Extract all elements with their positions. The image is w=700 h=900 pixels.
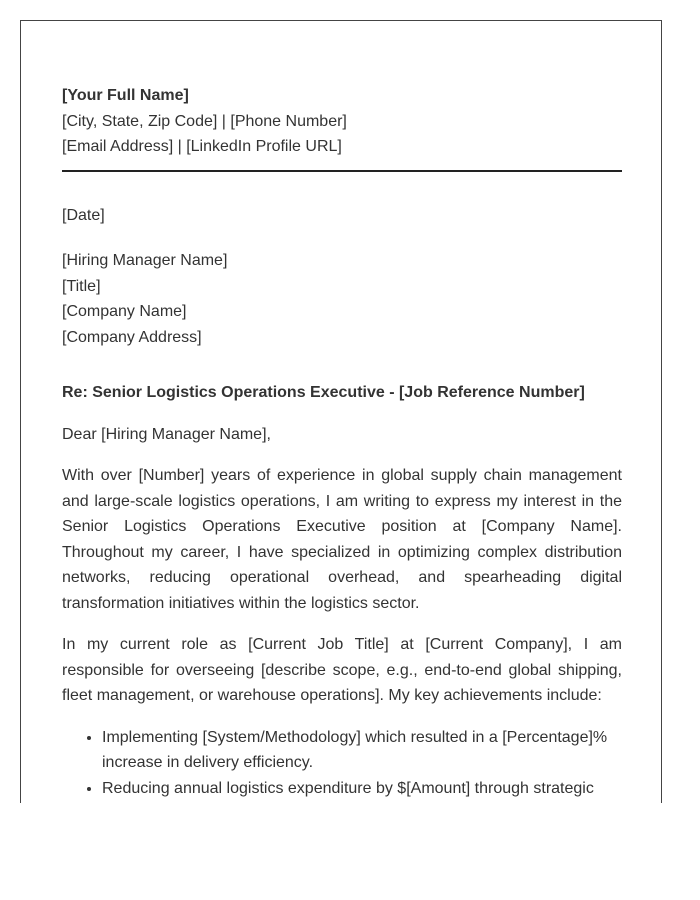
sender-name: [Your Full Name] bbox=[62, 87, 189, 104]
body-paragraph-intro: With over [Number] years of experience in global supply chain management and large-scale logistics operations, I am writing to express my interest in the Senior Logistics Operations Executive position at [Company Name]. Throughout my career, I have specialized in optimizing complex distribution networks, reducing operational overhead, and spearheading digital transformation initiatives within the logistics sector. bbox=[62, 467, 622, 612]
recipient-company: [Company Name] bbox=[62, 303, 187, 320]
recipient-address: [Company Address] bbox=[62, 328, 202, 346]
letter-content bbox=[62, 83, 622, 801]
recipient-manager: [Hiring Manager Name] bbox=[62, 252, 228, 269]
letter-date: [Date] bbox=[62, 206, 105, 224]
header-divider bbox=[62, 170, 622, 172]
achievements-list bbox=[62, 725, 622, 802]
body-paragraph-current-role: In my current role as [Current Job Title] at [Current Company], I am responsible for overseeing [describe scope, e.g., end-to-end global shipping, fleet management, or warehouse operations]. My key achievements include: bbox=[62, 636, 622, 704]
list-item: • Reducing annual logistics expenditure by $[Amount] through strategic bbox=[102, 776, 622, 802]
letter-page bbox=[20, 20, 662, 803]
recipient-block bbox=[62, 248, 622, 350]
greeting: Dear [Hiring Manager Name], bbox=[62, 425, 271, 443]
list-item: • Implementing [System/Methodology] which resulted in a [Percentage]% increase in delivery efficiency. bbox=[102, 725, 622, 776]
recipient-title: [Title] bbox=[62, 277, 101, 295]
sender-header bbox=[62, 83, 622, 160]
subject-line: Re: Senior Logistics Operations Executive - [Job Reference Number] bbox=[62, 384, 585, 401]
sender-email-linkedin: [Email Address] | [LinkedIn Profile URL] bbox=[62, 138, 342, 155]
sender-location-phone: [City, State, Zip Code] | [Phone Number] bbox=[62, 112, 347, 130]
